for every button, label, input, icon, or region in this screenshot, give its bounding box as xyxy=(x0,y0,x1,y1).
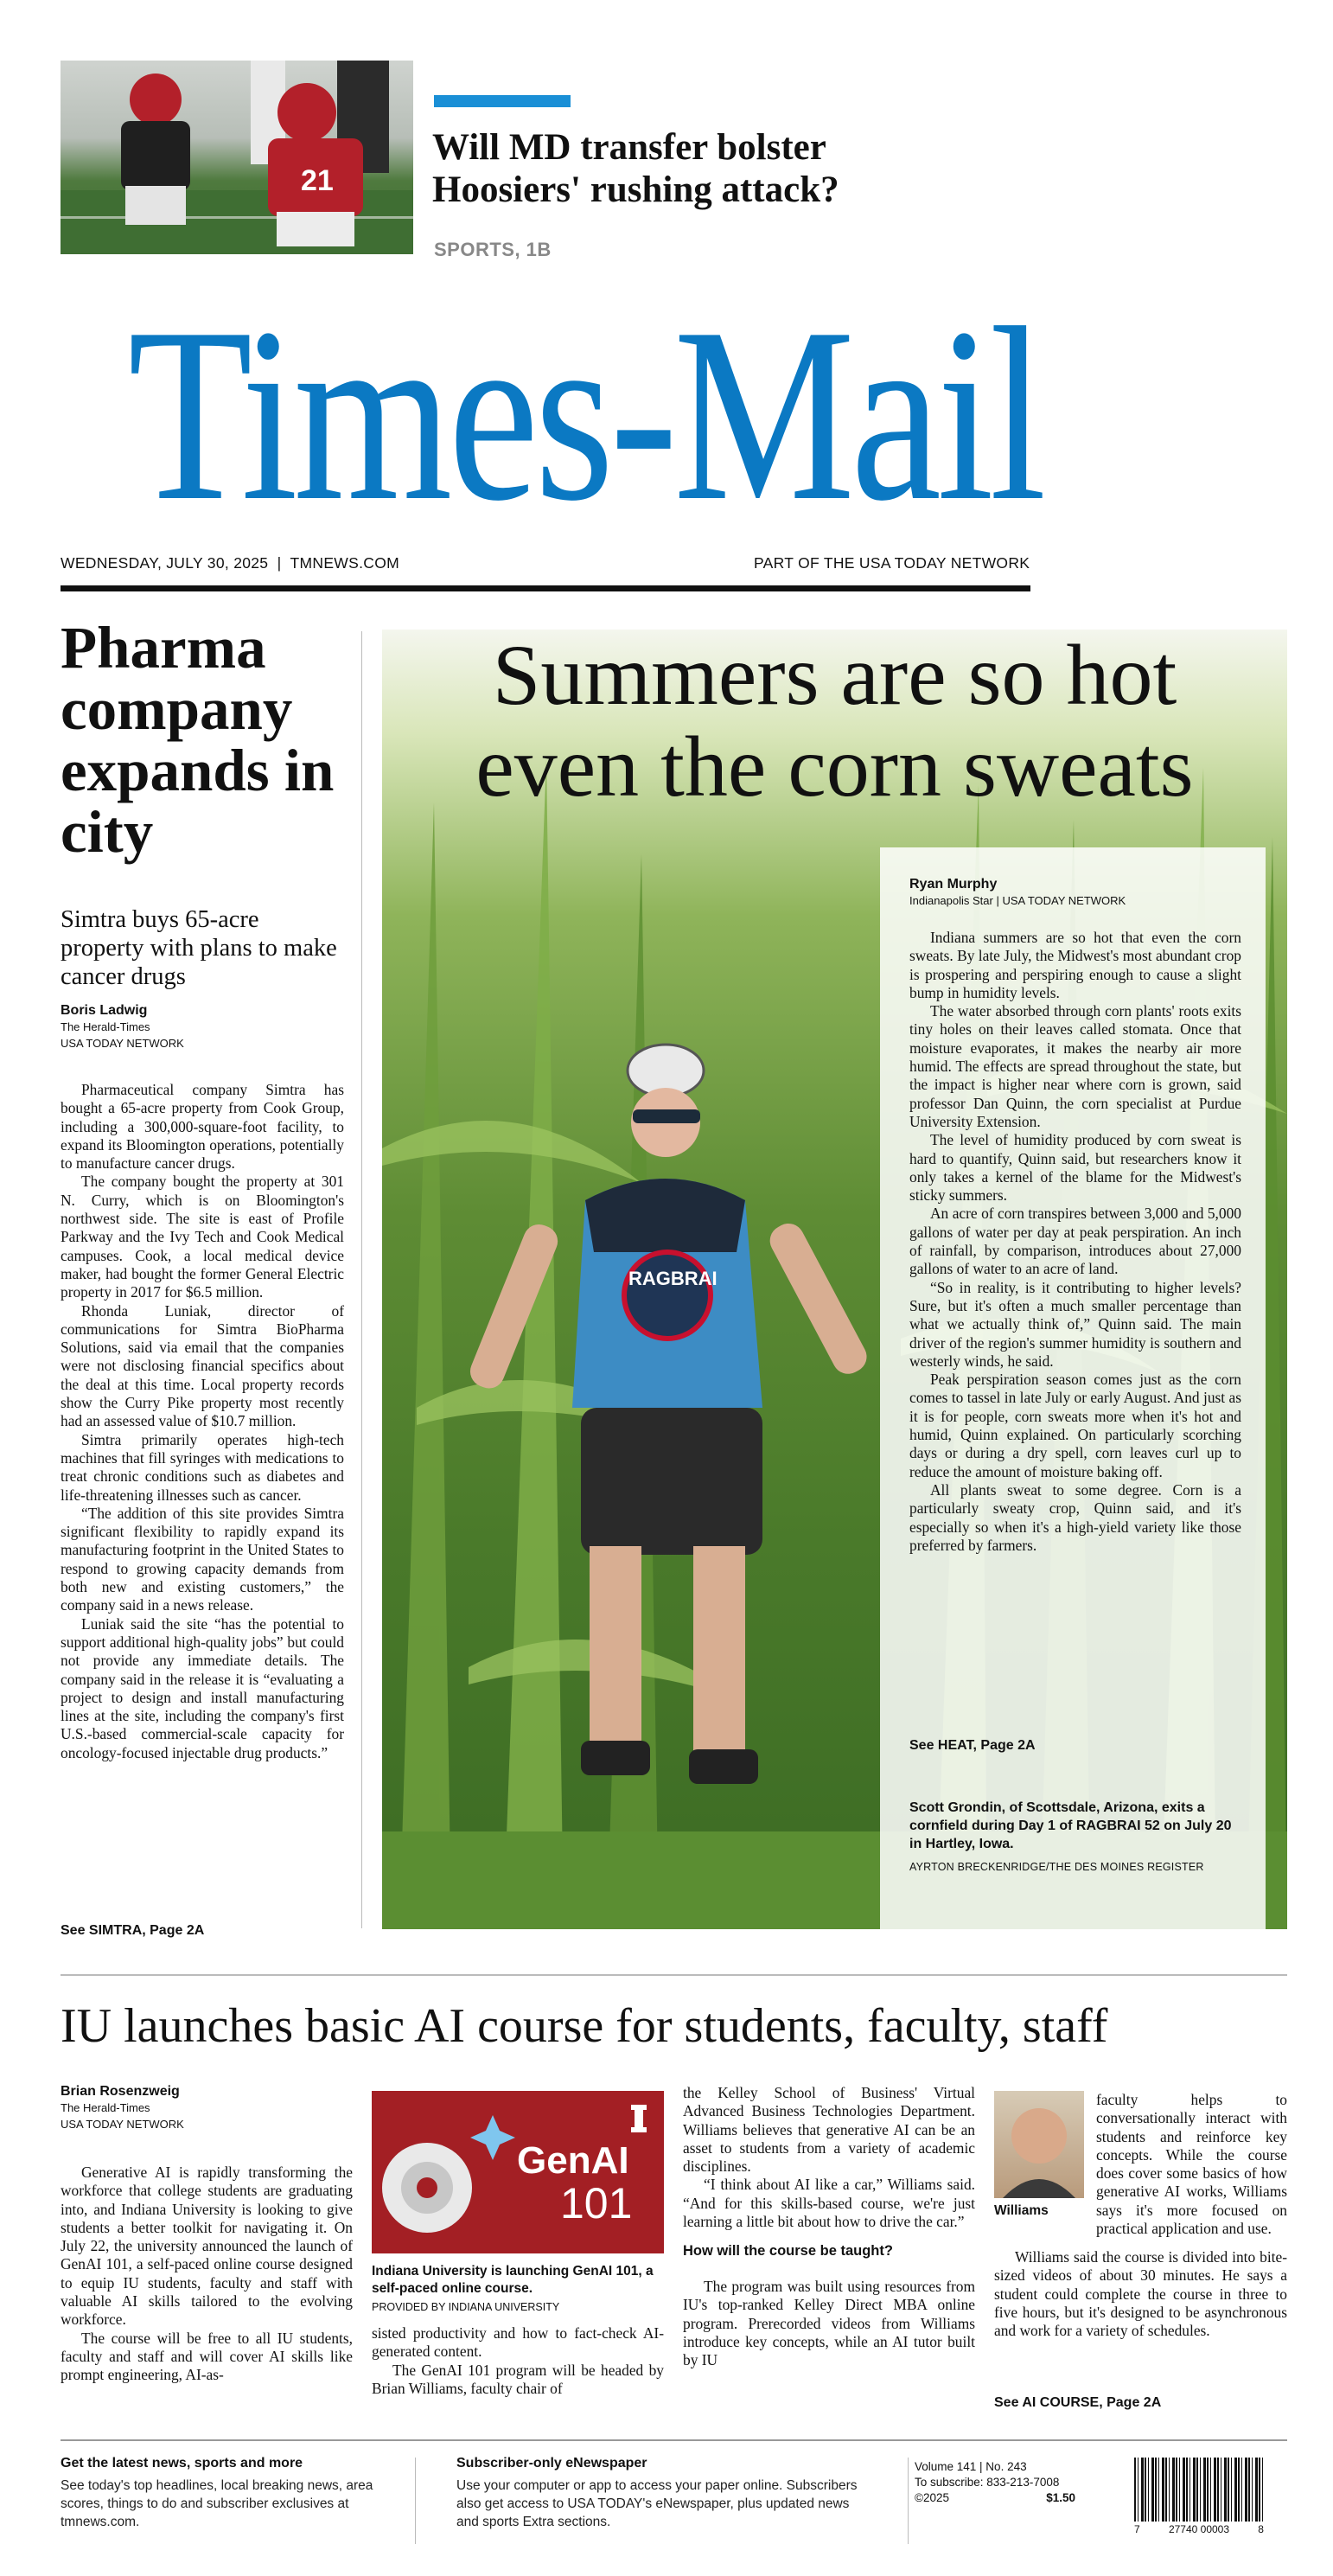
ai-story-affiliation1: The Herald-Times xyxy=(61,2101,150,2114)
ai-story-headline[interactable]: IU launches basic AI course for students, faculty, staff xyxy=(61,1999,1108,2053)
footer-price: $1.50 xyxy=(1046,2491,1075,2504)
footer-enewspaper-text: Use your computer or app to access your paper online. Subscribers also get access to USA TODAY's eNewspaper, plus updated news and sports Extra sections. xyxy=(456,2478,858,2529)
genai-caption: Indiana University is launching GenAI 101, a self-paced online course. xyxy=(372,2264,654,2296)
main-story-jump-link[interactable]: See HEAT, Page 2A xyxy=(909,1738,1036,1753)
footer-copyright: ©2025 xyxy=(915,2491,949,2504)
ai-story-subhead: How will the course be taught? xyxy=(683,2243,893,2259)
barcode-bars xyxy=(1134,2458,1264,2522)
footer-block-enewspaper xyxy=(456,2456,863,2531)
left-story-paragraph: “The addition of this site provides Simtra significant flexibility to rapidly expand its manufacturing footprint in the United States to respond to growing capacity demands from both new and existing customers,” the company said in a news release. xyxy=(61,1504,344,1614)
column-divider xyxy=(361,631,362,1928)
left-story-subhead: Simtra buys 65-acre property with plans to make cancer drugs xyxy=(61,906,337,990)
masthead-rule xyxy=(61,585,1030,591)
main-headline-line1: Summers are so hot xyxy=(492,627,1177,723)
left-story-byline xyxy=(61,1003,346,1051)
ai-story-affiliation2: USA TODAY NETWORK xyxy=(61,2118,184,2131)
footer-publication-info xyxy=(915,2459,1079,2506)
left-story-paragraph: Luniak said the site “has the potential to support additional high-quality jobs” but could not provide any immediate details. The company said in the release it is “evaluating a project to design and install manufacturing lines at the site, including the company's first U.S.-based commercial-scale capacity for oncology-focused injectable drug products.” xyxy=(61,1614,344,1761)
left-story-paragraph: Rhonda Luniak, director of communications for Simtra BioPharma Solutions, said via email that the companies were not disclosing financial specifics about the deal at this time. Local property records show the Curry Pike property most recently had an assessed value of $10.7 million. xyxy=(61,1301,344,1430)
footer-enewspaper-title: Subscriber-only eNewspaper xyxy=(456,2456,647,2471)
ai-story-col4 xyxy=(994,2248,1287,2340)
ai-story-paragraph: “I think about AI like a car,” Williams said. “And for this skills-based course, we're just learning a little bit about how to drive the car.” xyxy=(683,2176,975,2231)
footer-news-title: Get the latest news, sports and more xyxy=(61,2456,303,2471)
footer-block-news xyxy=(61,2456,406,2531)
main-story-paragraph: Indiana summers are so hot that even the corn sweats. By late July, the Midwest's most abundant crop is prospering and perspiring enough to cause a slight bump in humidity levels. xyxy=(909,929,1241,1001)
ai-story-paragraph: The program was built using resources from IU's top-ranked Kelley Direct MBA online program. Prerecorded videos from Williams introduce key concepts, while an AI tutor built by IU xyxy=(683,2278,975,2369)
ai-story-paragraph: the Kelley School of Business' Virtual Advanced Business Technologies Department. Williams believes that generative AI can be an asset to students from a variety of academic disciplines. xyxy=(683,2084,975,2176)
barcode-right-digit: 8 xyxy=(1258,2523,1264,2535)
main-story-affiliation: Indianapolis Star | USA TODAY NETWORK xyxy=(909,894,1126,907)
williams-mugshot xyxy=(994,2091,1084,2198)
left-story-paragraph: Simtra primarily operates high-tech machines that fill syringes with medications to treat chronic conditions such as diabetes and life-threatening illnesses such as cancer. xyxy=(61,1430,344,1504)
section-rule xyxy=(61,1974,1287,1976)
williams-mug-caption: Williams xyxy=(994,2203,1049,2218)
genai-graphic-title: GenAI xyxy=(517,2139,629,2182)
ai-story-jump-link[interactable]: See AI COURSE, Page 2A xyxy=(994,2395,1162,2410)
masthead-network: PART OF THE USA TODAY NETWORK xyxy=(754,554,1030,572)
left-story-paragraph: The company bought the property at 301 N. Curry, which is on Bloomington's northwest side. The site is east of Profile Parkway and the Ivy Tech and Cook Medical campuses. Cook, a local medical device maker, had bought the former General Electric property in 2017 for $6.5 million. xyxy=(61,1173,344,1301)
main-photo-caption: Scott Grondin, of Scottsdale, Arizona, exits a cornfield during Day 1 of RAGBRAI 52 on July 20 in Hartley, Iowa. xyxy=(909,1800,1232,1851)
genai-graphic-number: 101 xyxy=(560,2179,633,2228)
main-story-byline xyxy=(909,877,1255,909)
left-story-body xyxy=(61,1081,344,1762)
main-story-headline xyxy=(382,627,1287,815)
ai-story-col4a xyxy=(1096,2091,1287,2238)
main-photo-credit: AYRTON BRECKENRIDGE/THE DES MOINES REGISTER xyxy=(909,1861,1204,1873)
barcode-number: 27740 00003 xyxy=(1168,2523,1230,2535)
footer-rule xyxy=(61,2439,1287,2441)
ai-story-author: Brian Rosenzweig xyxy=(61,2084,180,2099)
football-players-illustration xyxy=(61,61,413,254)
footer-divider xyxy=(415,2458,416,2544)
ai-story-col1 xyxy=(61,2164,353,2385)
ai-story-col2 xyxy=(372,2324,664,2398)
genai-credit: PROVIDED BY INDIANA UNIVERSITY xyxy=(372,2301,560,2313)
ai-story-paragraph: Generative AI is rapidly transforming the workforce that college students are graduating into, and Indiana University is looking to give students a better toolkit for navigating it. On July 22, the university announced the launch of GenAI 101, a self-paced online course designed to equip IU students, faculty and staff with valuable AI skills tailored to the evolving workforce. xyxy=(61,2164,353,2329)
footer-subscribe: To subscribe: 833-213-7008 xyxy=(915,2476,1060,2489)
masthead-date: WEDNESDAY, JULY 30, 2025 xyxy=(61,554,269,572)
genai-graphic xyxy=(372,2091,664,2253)
footer-divider xyxy=(908,2458,909,2544)
ai-story-byline xyxy=(61,2084,346,2132)
masthead-logo: Times-Mail xyxy=(128,277,1043,553)
footer-news-text: See today's top headlines, local breaking news, area scores, things to do and subscriber exclusives at tmnews.com. xyxy=(61,2478,373,2529)
ai-story-paragraph: Williams said the course is divided into bite-sized videos of about 30 minutes. He says a student could complete the course in three to five hours, but it's designed to be asynchronous and work for a variety of schedules. xyxy=(994,2248,1287,2340)
left-story-headline[interactable]: Pharma company expands in city xyxy=(61,615,335,865)
left-story-affiliation1: The Herald-Times xyxy=(61,1020,150,1033)
main-story-paragraph: All plants sweat to some degree. Corn is a particularly sweaty crop, Quinn said, and it's especially so when it's a high-yield variety like those preferred by farmers. xyxy=(909,1480,1241,1554)
barcode-left-digit: 7 xyxy=(1134,2523,1140,2535)
main-story-paragraph: Peak perspiration season comes just as the corn comes to tassel in late July or early August. And just as it is for people, corn sweats more when it's hot and humid, Quinn explained. On particularly scorching days or during a dry spell, corn leaves curl up to reduce the amount of moisture baking off. xyxy=(909,1371,1241,1480)
ai-story-paragraph: The GenAI 101 program will be headed by Brian Williams, faculty chair of xyxy=(372,2361,664,2397)
main-story-author: Ryan Murphy xyxy=(909,877,998,892)
teaser-headline-link[interactable]: Will MD transfer bolster Hoosiers' rushing attack? xyxy=(432,127,839,210)
left-story-paragraph: Pharmaceutical company Simtra has bought a 65-acre property from Cook Group, including a 300,000-square-foot facility, to expand its Bloomington operations, potentially to manufacture cancer drugs. xyxy=(61,1081,344,1173)
masthead-separator: | xyxy=(272,554,286,572)
main-story-paragraph: An acre of corn transpires between 3,000 and 5,000 gallons of water per day at peak perspiration. An inch of rainfall, by comparison, introduces about 27,000 gallons of water to an acre of land. xyxy=(909,1205,1241,1278)
left-story-jump-link[interactable]: See SIMTRA, Page 2A xyxy=(61,1923,205,1938)
person-portrait-icon xyxy=(994,2091,1084,2198)
main-story-body xyxy=(909,929,1241,1555)
ai-story-col3b xyxy=(683,2278,975,2369)
main-story-paragraph: The water absorbed through corn plants' roots exits tiny holes on their leaves called stomata. Once that moisture evaporates, it makes the nearby air more humid. The effects are spread throughout the state, but the impact is higher near where corn is grown, said professor Dan Quinn, the corn specialist at Purdue University Extension. xyxy=(909,1002,1241,1130)
ai-story-col3 xyxy=(683,2084,975,2231)
ai-story-paragraph: The course will be free to all IU students, faculty and staff and will cover AI skills like prompt engineering, AI-as- xyxy=(61,2329,353,2384)
main-headline-line2: even the corn sweats xyxy=(475,719,1194,815)
ai-story-paragraph: sisted productivity and how to fact-check AI-generated content. xyxy=(372,2324,664,2361)
left-story-author: Boris Ladwig xyxy=(61,1003,148,1018)
barcode xyxy=(1134,2458,1264,2535)
ai-story-paragraph: faculty helps to conversationally interact with students and reinforce key concepts. While the course does cover some basics of how generative AI works, Williams says it's more focused on practical application and use. xyxy=(1096,2091,1287,2238)
teaser-section-label: SPORTS, 1B xyxy=(434,239,552,260)
main-story-paragraph: The level of humidity produced by corn sweat is hard to quantify, Quinn said, but researchers know it only takes a kernel of the blame for the Midwest's sticky summers. xyxy=(909,1131,1241,1205)
jersey-text: RAGBRAI xyxy=(628,1268,718,1289)
masthead-dateline xyxy=(61,554,399,572)
teaser-photo xyxy=(61,61,413,254)
left-story-affiliation2: USA TODAY NETWORK xyxy=(61,1037,184,1050)
svg-text:21: 21 xyxy=(301,164,334,197)
masthead-site-link[interactable]: TMNEWS.COM xyxy=(290,554,399,572)
footer-volume: Volume 141 | No. 243 xyxy=(915,2460,1027,2473)
teaser-accent-bar xyxy=(434,95,571,107)
main-story-paragraph: “So in reality, is it contributing to higher levels? Sure, but it's often a much smaller percentage than what we actually think of,” Quinn said. The main driver of the region's summer humidity is southern and westerly winds, he said. xyxy=(909,1278,1241,1370)
